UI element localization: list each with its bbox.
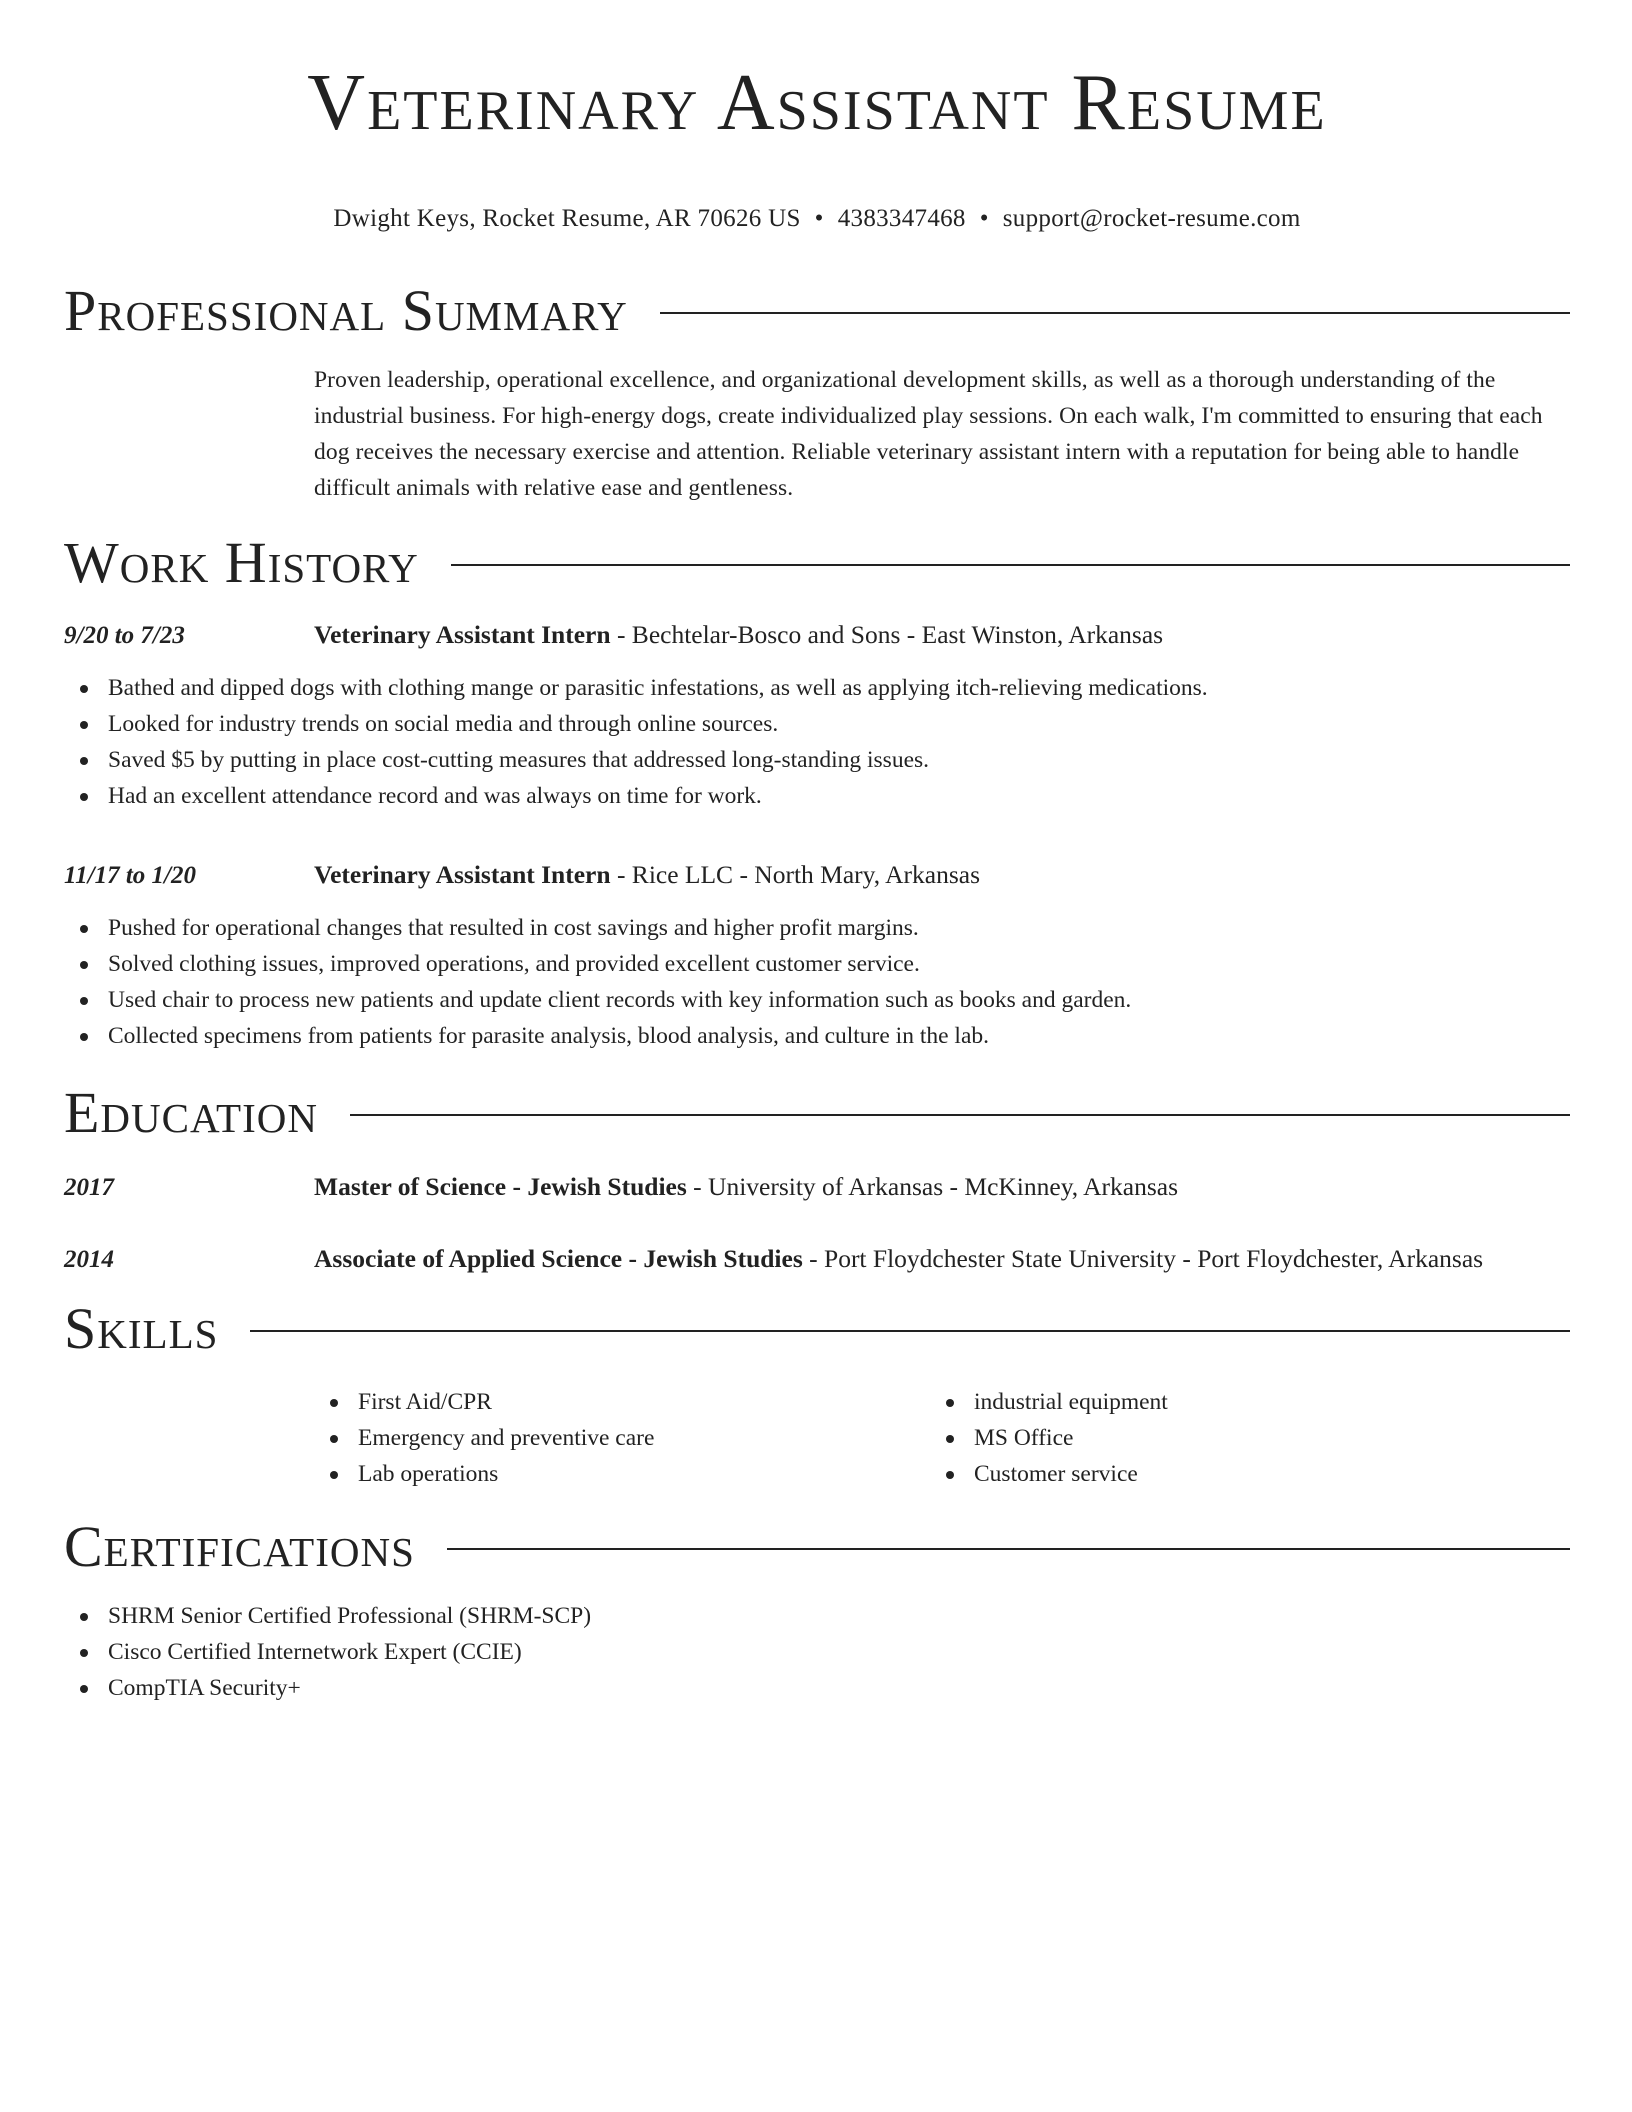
job-entry [64,860,1570,1054]
skill-item: Lab operations [314,1456,930,1492]
education-heading [314,1244,1483,1274]
section-title-skills: Skills [64,1296,219,1361]
job-bullets [64,910,1570,1054]
section-header-work-history [64,532,1570,594]
job-bullets [64,670,1570,814]
education-entry [64,1172,1570,1202]
job-bullet: Pushed for operational changes that resulted in cost savings and higher profit margins. [64,910,1570,946]
job-title: Veterinary Assistant Intern [314,620,611,649]
certifications-list [64,1598,1570,1706]
job-bullet: Had an excellent attendance record and was always on time for work. [64,778,1570,814]
job-bullet: Bathed and dipped dogs with clothing mange or parasitic infestations, as well as applying itch-relieving medications. [64,670,1570,706]
job-heading [314,620,1163,650]
skills-list [314,1384,1570,1492]
skills-column-right [930,1384,1546,1492]
education-degree: Associate of Applied Science - Jewish Studies [314,1244,803,1273]
resume-title: Veterinary Assistant Resume [307,59,1327,147]
section-divider [447,1548,1570,1550]
education-entry [64,1244,1570,1274]
education-year: 2014 [64,1246,114,1273]
job-bullet: Solved clothing issues, improved operations, and provided excellent customer service. [64,946,1570,982]
skill-item: MS Office [930,1420,1546,1456]
education-details: - University of Arkansas - McKinney, Arkansas [686,1172,1179,1201]
contact-separator: • [979,205,989,232]
job-bullet: Looked for industry trends on social media and through online sources. [64,706,1570,742]
contact-phone: 4383347468 [837,205,966,232]
section-divider [250,1330,1570,1332]
skill-item: First Aid/CPR [314,1384,930,1420]
skill-item: Customer service [930,1456,1546,1492]
contact-line [64,204,1570,234]
section-header-summary [64,280,1570,342]
education-year: 2017 [64,1174,114,1201]
section-header-certifications [64,1516,1570,1578]
job-bullet: Saved $5 by putting in place cost-cutting measures that addressed long-standing issues. [64,742,1570,778]
section-divider [350,1114,1570,1116]
job-dates: 9/20 to 7/23 [64,622,185,649]
job-bullet: Collected specimens from patients for parasite analysis, blood analysis, and culture in the lab. [64,1018,1570,1054]
skill-item: Emergency and preventive care [314,1420,930,1456]
section-divider [451,564,1570,566]
certification-item: SHRM Senior Certified Professional (SHRM-SCP) [64,1598,1570,1634]
certification-item: CompTIA Security+ [64,1670,1570,1706]
education-degree: Master of Science - Jewish Studies [314,1172,687,1201]
section-title-education: Education [64,1080,318,1145]
job-bullet: Used chair to process new patients and update client records with key information such as books and garden. [64,982,1570,1018]
section-title-summary: Professional Summary [64,278,628,343]
job-heading [314,860,980,890]
section-divider [660,312,1570,314]
skill-item: industrial equipment [930,1384,1546,1420]
job-dates: 11/17 to 1/20 [64,862,196,889]
education-details: - Port Floydchester State University - Port Floydchester, Arkansas [802,1244,1484,1273]
contact-email: support@rocket-resume.com [1002,205,1301,232]
job-title: Veterinary Assistant Intern [314,860,611,889]
section-title-work-history: Work History [64,530,419,595]
section-title-certifications: Certifications [64,1514,415,1579]
education-heading [314,1172,1178,1202]
section-header-education [64,1082,1570,1144]
skills-column-left [314,1384,930,1492]
job-entry [64,620,1570,814]
section-header-skills [64,1298,1570,1360]
summary-text: Proven leadership, operational excellence, and organizational development skills, as well as a thorough understanding of the industrial business. For high-energy dogs, create individualized play sessions. On each walk, I'm committed to ensuring that each dog receives the necessary exercise and attention. Reliable veterinary assistant intern with a reputation for being able to handle difficult animals with relative ease and gentleness. [314,367,1543,501]
contact-separator: • [814,205,824,232]
certification-item: Cisco Certified Internetwork Expert (CCIE) [64,1634,1570,1670]
job-details: - Bechtelar-Bosco and Sons - East Winston, Arkansas [610,620,1164,649]
contact-address: Dwight Keys, Rocket Resume, AR 70626 US [333,205,801,232]
job-details: - Rice LLC - North Mary, Arkansas [610,860,980,889]
